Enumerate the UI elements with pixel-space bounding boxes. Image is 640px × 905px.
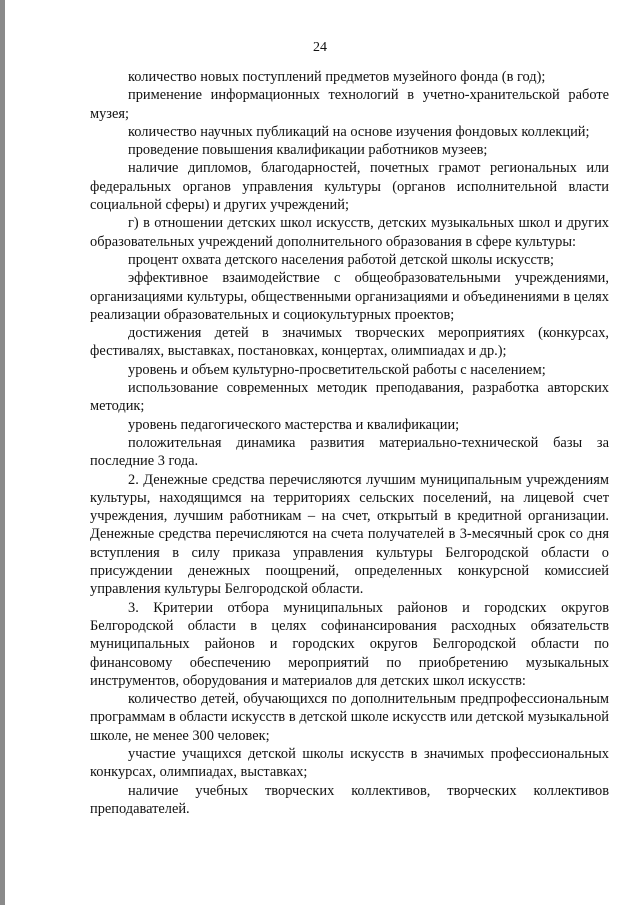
paragraph-10: уровень и объем культурно-просветительской работы с населением; bbox=[128, 361, 546, 378]
paragraph-15: 3. Критерии отбора муниципальных районов и городских округов Белгородской области в целях софинансирования расходных обязательств муниципальных районов и городских округов Белгородской области по финансовому обеспечению мероприятий по приобретению музыкальных инструментов, оборудования и материалов для детских школ искусств: bbox=[90, 599, 609, 689]
paragraph-6: г) в отношении детских школ искусств, детских музыкальных школ и других образовательных учреждений дополнительного образования в сфере культуры: bbox=[90, 215, 609, 250]
paragraph-12: уровень педагогического мастерства и квалификации; bbox=[128, 416, 460, 433]
paragraph-7: процент охвата детского населения работой детской школы искусств; bbox=[128, 251, 554, 268]
paragraph-18: наличие учебных творческих коллективов, творческих коллективов преподавателей. bbox=[90, 782, 609, 817]
paragraph-9: достижения детей в значимых творческих мероприятиях (конкурсах, фестивалях, выставках, постановках, концертах, олимпиадах и др.); bbox=[90, 325, 609, 360]
paragraph-16: количество детей, обучающихся по дополнительным предпрофессиональным программам в области искусств в детской школе искусств или детской музыкальной школе, не менее 300 человек; bbox=[90, 691, 609, 744]
paragraph-11: использование современных методик преподавания, разработка авторских методик; bbox=[90, 380, 609, 415]
paragraph-4: проведение повышения квалификации работников музеев; bbox=[128, 142, 488, 159]
paragraph-14: 2. Денежные средства перечисляются лучшим муниципальным учреждениям культуры, находящимся на территориях сельских поселений, на лицевой счет учреждения, лучшим работникам – на счет, открытый в кредитной организации. Денежные средства перечисляются на счета получателей в 3-месячный срок со дня вступления в силу приказа управления культуры Белгородской области о присуждении денежных поощрений, определенных конкурсной комиссией управления культуры Белгородской области. bbox=[90, 471, 609, 598]
document-body bbox=[90, 68, 609, 818]
paragraph-1: количество новых поступлений предметов музейного фонда (в год); bbox=[128, 69, 546, 85]
paragraph-5: наличие дипломов, благодарностей, почетных грамот региональных или федеральных органов управления культуры (органов исполнительной власти социальной сферы) и других учреждений; bbox=[90, 160, 609, 214]
paragraph-8: эффективное взаимодействие с общеобразовательными учреждениями, организациями культуры, общественными организациями и объединениями в целях реализации образовательных и социокультурных проектов; bbox=[90, 270, 609, 323]
paragraph-17: участие учащихся детской школы искусств в значимых профессиональных конкурсах, олимпиадах, выставках; bbox=[90, 745, 609, 781]
page-number: 24 bbox=[313, 40, 327, 55]
paragraph-13: положительная динамика развития материально-технической базы за последние 3 года. bbox=[90, 434, 609, 470]
scan-edge-shadow bbox=[0, 0, 5, 905]
paragraph-3: количество научных публикаций на основе изучения фондовых коллекций; bbox=[128, 123, 590, 140]
paragraph-2: применение информационных технологий в учетно-хранительской работе музея; bbox=[90, 87, 609, 122]
